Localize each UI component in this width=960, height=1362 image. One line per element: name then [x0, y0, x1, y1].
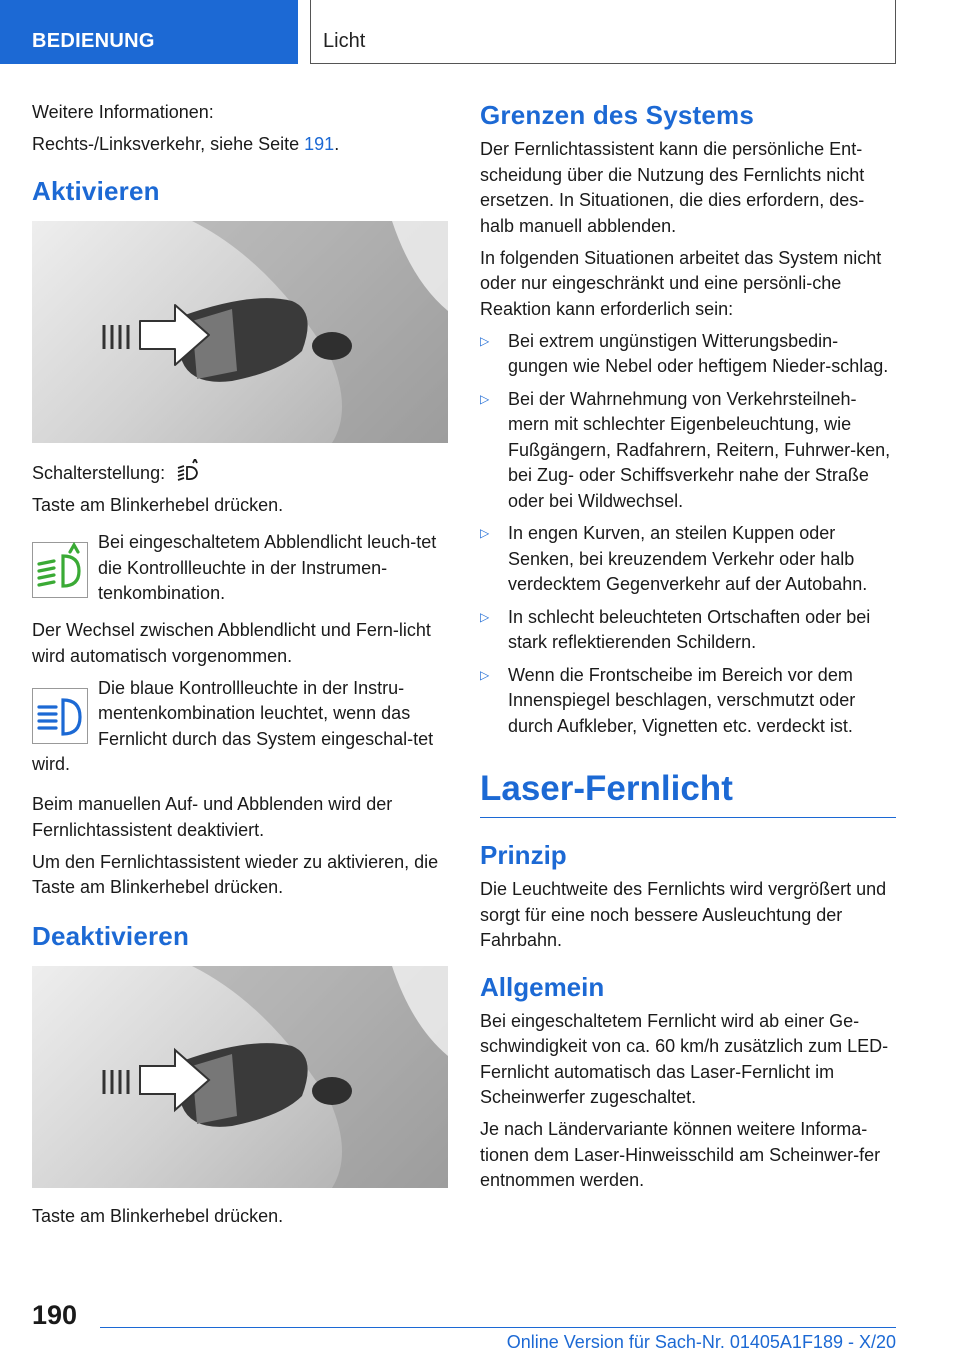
info-reference: Rechts-/Linksverkehr, siehe Seite 191.	[32, 134, 340, 154]
auto-high-beam-icon	[176, 459, 202, 485]
bullet-triangle-icon: ▷	[480, 526, 490, 540]
bullet-triangle-icon: ▷	[480, 667, 490, 682]
general-text-1: Bei eingeschaltetem Fernlicht wird ab einer Ge-schwindigkeit von ca. 60 km/h zusätzlich zum LED-Fernlicht automatisch das Laser-Fernlicht im Scheinwerfer zugeschaltet.	[480, 1010, 889, 1107]
switch-auto-text: Der Wechsel zwischen Abblendlicht und Fern-licht wird automatisch vorgenommen.	[32, 620, 431, 666]
limits-intro: Der Fernlichtassistent kann die persönliche Ent-scheidung über die Nutzung des Fernlichts nicht ersetzen. In Situationen, die dies erfordern, des-halb manuell abblenden.	[480, 139, 865, 236]
left-column	[32, 100, 448, 1236]
list-item: ▷ Wenn die Frontscheibe im Bereich vor dem Innenspiegel beschlagen, verschmutzt oder durch Aufkleber, Vignetten etc. verdeckt ist.	[480, 664, 856, 736]
page-number: 190	[32, 1300, 78, 1330]
footer-rule	[100, 1327, 896, 1328]
reactivate-text: Um den Fernlichtassistent wieder zu aktivieren, die Taste am Blinkerhebel drücken.	[32, 851, 439, 897]
page-link[interactable]: 191	[304, 134, 335, 154]
info-label: Weitere Informationen:	[32, 102, 214, 122]
indicator-blue-note: Die blaue Kontrollleuchte in der Instru-mentenkombination leuchtet, wenn das Fernlicht durch das System eingeschal-tet wird.	[32, 677, 434, 774]
press-lever-text-2: Taste am Blinkerhebel drücken.	[32, 1205, 284, 1226]
footer-version: Online Version für Sach-Nr. 01405A1F189 - X/20	[506, 1332, 896, 1352]
lever-photo-deactivate	[32, 966, 448, 1188]
heading-allgemein: Allgemein	[480, 971, 605, 1002]
lever-photo-activate	[32, 221, 448, 443]
principle-text: Die Leuchtweite des Fernlichts wird vergrößert und sorgt für eine noch bessere Ausleuchtung der Fahrbahn.	[480, 879, 887, 950]
list-item: ▷ Bei extrem ungünstigen Witterungsbedin-gungen wie Nebel oder heftigem Nieder-schlag.	[480, 330, 889, 376]
bullet-triangle-icon: ▷	[480, 333, 490, 348]
heading-laser-fernlicht: Laser-Fernlicht	[480, 769, 896, 818]
general-text-2: Je nach Ländervariante können weitere Informa-tionen dem Laser-Hinweisschild am Scheinwer-fer entnommen werden.	[480, 1119, 881, 1190]
list-item: ▷ In engen Kurven, an steilen Kuppen oder Senken, bei kreuzendem Verkehr oder halb verdecktem Gegenverkehr auf der Autobahn.	[480, 523, 868, 594]
heading-aktivieren: Aktivieren	[32, 175, 160, 206]
right-column	[480, 100, 896, 1200]
bullet-triangle-icon: ▷	[480, 391, 490, 406]
heading-grenzen: Grenzen des Systems	[480, 100, 755, 130]
indicator-green-note: Bei eingeschaltetem Abblendlicht leuch-tet die Kontrollleuchte in der Instrumen-tenkombination.	[32, 530, 448, 610]
manual-deactivate-text: Beim manuellen Auf- und Abblenden wird der Fernlichtassistent deaktiviert.	[32, 794, 393, 840]
press-lever-text: Taste am Blinkerhebel drücken.	[32, 494, 284, 515]
list-item: ▷ Bei der Wahrnehmung von Verkehrsteilneh-mern mit schlechter Eigenbeleuchtung, wie Fußgängern, Radfahrern, Reitern, Fuhrwer-ken, bei Zug- oder Schiffsverkehr nahe der Straße oder bei Wildwechsel.	[480, 388, 891, 511]
bullet-triangle-icon: ▷	[480, 609, 490, 624]
heading-prinzip: Prinzip	[480, 840, 567, 870]
indicator-blue-icon	[32, 688, 88, 744]
indicator-green-icon	[32, 542, 88, 598]
section-tab: BEDIENUNG	[0, 0, 298, 64]
limits-list	[480, 329, 896, 740]
chapter-title: Licht	[310, 0, 896, 64]
limits-situations: In folgenden Situationen arbeitet das System nicht oder nur eingeschränkt und eine persönli-che Reaktion kann erforderlich sein:	[480, 247, 882, 319]
switch-position: Schalterstellung:	[32, 459, 448, 487]
heading-deaktivieren: Deaktivieren	[32, 920, 190, 951]
list-item: ▷ In schlecht beleuchteten Ortschaften oder bei stark reflektierenden Schildern.	[480, 606, 871, 652]
